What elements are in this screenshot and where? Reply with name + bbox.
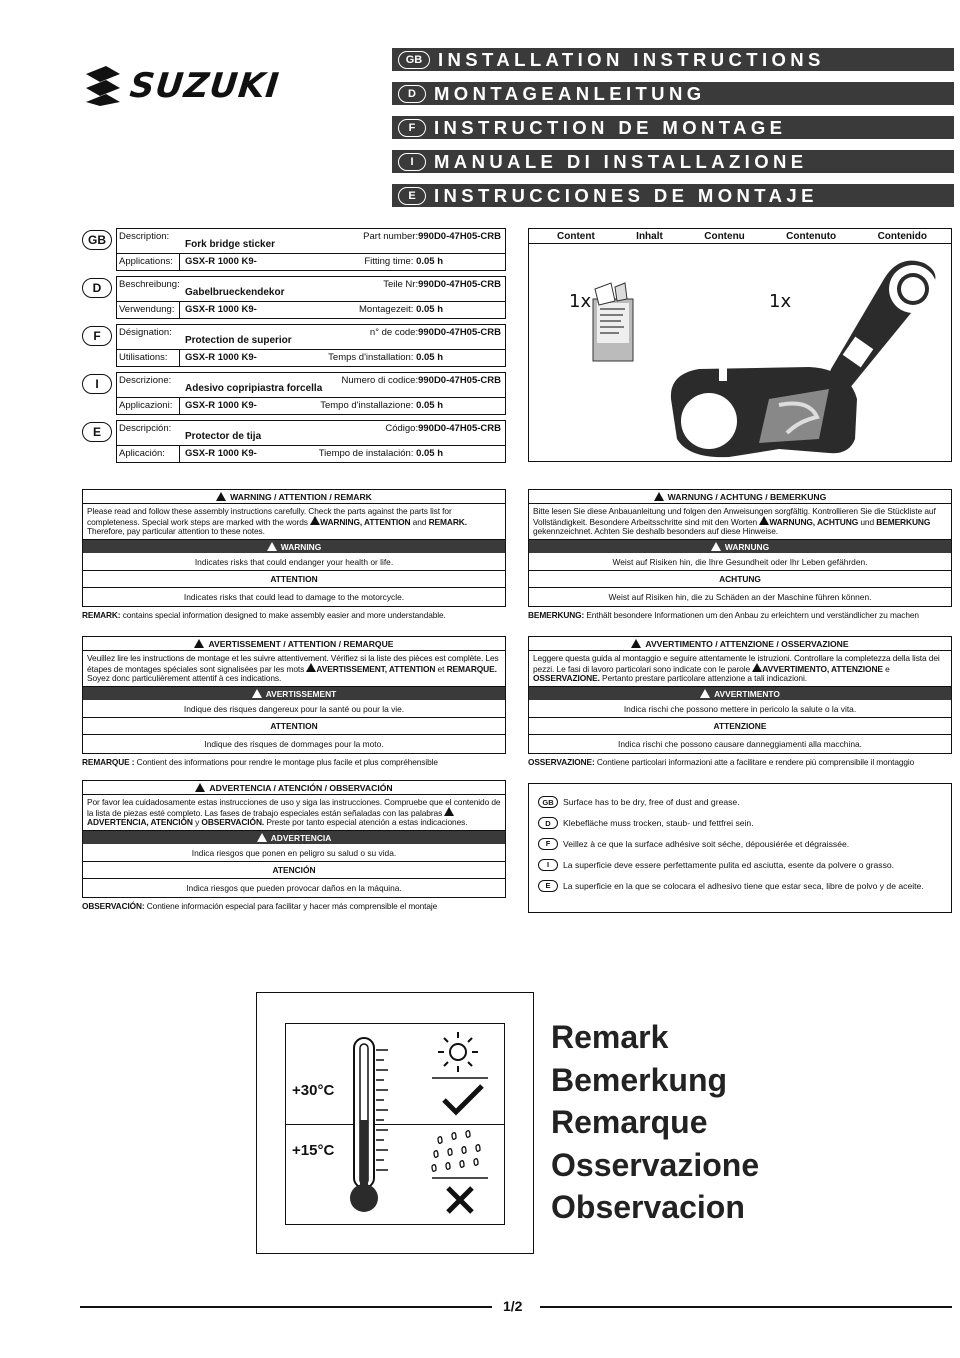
intro-part: Preste por tanto especial atención a estas indicaciones. (264, 817, 468, 827)
remark-label: BEMERKUNG: (528, 610, 585, 620)
warning-bar (83, 687, 505, 700)
warning-text: Indicates risks that could endanger your health or life. (83, 553, 505, 571)
remark-word-e: Observacion (551, 1189, 745, 1225)
intro-part: Please read and follow these assembly instructions carefully. Check the parts against the parts list for completeness. Special work steps are marked with the words (87, 506, 452, 527)
description-table (116, 276, 506, 319)
warning-triangle-icon (631, 639, 641, 648)
time-label: Montagezeit: (359, 304, 414, 315)
warning-block-d (528, 489, 952, 620)
warning-intro (83, 795, 505, 831)
intro-part: Leggere questa guida al montaggio e seguire attentamente le istruzioni. Controllare la completezza della lista dei pezzi. Le fasi di lavoro particolari sono indicate con le parole (533, 653, 940, 674)
intro-part: Therefore, pay particular attention to these notes. (87, 526, 265, 536)
attention-label: ATTENTION (83, 571, 505, 588)
intro-part: Soyez donc particulièrement attentif à ces indications. (87, 673, 282, 683)
warning-text: Weist auf Risiken hin, die Ihre Gesundheit oder Ihr Leben gefährden. (529, 553, 951, 571)
warning-bar (529, 687, 951, 700)
warning-header-text: AVERTISSEMENT / ATTENTION / REMARQUE (208, 638, 394, 649)
warning-header (529, 637, 951, 651)
part-value: 990D0-47H05-CRB (418, 375, 501, 386)
suzuki-logo (84, 66, 282, 106)
description-label: Désignation: (119, 327, 172, 338)
thermometer-icon (346, 1030, 396, 1222)
lang-badge-e: E (82, 422, 112, 442)
remark-words (551, 1016, 759, 1229)
lang-badge-e: E (398, 187, 426, 205)
remark-text: Enthält besondere Informationen um den Anbau zu erleichtern und verständlicher zu machen (584, 610, 919, 620)
application-label: Applicazioni: (119, 400, 173, 411)
warning-triangle-icon (194, 639, 204, 648)
description-d (82, 276, 506, 318)
time-value: 0.05 h (416, 256, 443, 267)
surface-line-i (538, 854, 951, 875)
footer-rule-left (80, 1306, 492, 1308)
description-value: Fork bridge sticker (185, 239, 276, 250)
attention-text: Indique des risques de dommages pour la moto. (204, 739, 384, 749)
title-text: INSTRUCCIONES DE MONTAJE (434, 184, 818, 206)
lang-badge-i: I (82, 374, 112, 394)
fork-bridge-sticker-icon (659, 249, 949, 459)
description-i (82, 372, 506, 414)
remark-text: Contiene particolari informazioni atte a facilitare e rendere più comprensibile il montaggio (594, 757, 915, 767)
sun-checkmark-icon (428, 1028, 498, 1120)
application-value: GSX-R 1000 K9- (185, 448, 257, 459)
time-value: 0.05 h (416, 400, 443, 411)
surface-text: Veillez à ce que la surface adhésive soit séche, dépousiérée et dégraissée. (563, 838, 850, 849)
warning-triangle-icon (195, 783, 205, 792)
intro-part: Pertanto prestare particolare attenzione a tali indicazioni. (599, 673, 807, 683)
warning-triangle-icon (654, 492, 664, 501)
warning-block-e (82, 780, 506, 911)
content-header-gb: Content (557, 230, 595, 242)
part-number (370, 327, 501, 338)
sticker-quantity: 1x (769, 291, 792, 312)
warning-block-f (82, 636, 506, 767)
remark-line (82, 610, 506, 620)
intro-part: gekennzeichnet. Achten Sie deshalb besonders auf diese Hinweise. (533, 526, 779, 536)
part-value: 990D0-47H05-CRB (418, 423, 501, 434)
warning-triangle-icon (252, 689, 262, 698)
lang-badge-f: F (398, 119, 426, 137)
description-table (116, 372, 506, 415)
part-value: 990D0-47H05-CRB (418, 279, 501, 290)
warning-bar (83, 831, 505, 844)
surface-text: Surface has to be dry, free of dust and grease. (563, 797, 740, 808)
title-text: INSTRUCTION DE MONTAGE (434, 116, 787, 138)
lang-badge-i: I (538, 859, 558, 871)
time-value: 0.05 h (416, 304, 443, 315)
part-label: Teile Nr: (383, 279, 419, 290)
warning-triangle-icon (306, 663, 316, 672)
remark-text: Contiene información especial para facilitar y hacer más comprensible el montaje (144, 901, 438, 911)
warning-triangle-icon (444, 807, 454, 816)
warning-intro (83, 504, 505, 540)
warning-text: Indica rischi che possono mettere in pericolo la salute o la vita. (529, 700, 951, 718)
remark-word-d: Bemerkung (551, 1061, 728, 1098)
intro-part: e (882, 664, 890, 674)
attention-label: ATTENTION (83, 718, 505, 735)
part-label: Part number: (363, 231, 419, 242)
description-e (82, 420, 506, 462)
application-value: GSX-R 1000 K9- (185, 352, 257, 363)
description-table (116, 324, 506, 367)
lang-badge-e: E (538, 880, 558, 892)
title-text: MONTAGEANLEITUNG (434, 82, 706, 104)
temperature-panel (285, 1023, 505, 1225)
attention-text: Indica riesgos que pueden provocar daños en la máquina. (186, 883, 402, 893)
lang-badge-gb: GB (538, 796, 558, 808)
intro-keyword: REMARK. (428, 517, 467, 527)
remark-label: REMARK: (82, 610, 121, 620)
warning-block-i (528, 636, 952, 767)
remark-word-gb: Remark (551, 1019, 669, 1055)
remark-text: contains special information designed to make assembly easier and more understandable. (120, 610, 446, 620)
title-bars (392, 48, 954, 218)
warning-block-gb (82, 489, 506, 620)
warning-header (83, 637, 505, 651)
attention-label: ACHTUNG (529, 571, 951, 588)
lang-badge-f: F (538, 838, 558, 850)
lang-badge-i: I (398, 153, 426, 171)
intro-keyword: WARNING, ATTENTION (320, 517, 411, 527)
surface-line-e (538, 875, 951, 896)
content-header (529, 229, 951, 244)
remark-label: REMARQUE : (82, 757, 135, 767)
remark-line (528, 610, 952, 620)
intro-part: und (858, 517, 877, 527)
warning-bar (529, 540, 951, 553)
application-label: Applications: (119, 256, 173, 267)
surface-text: Klebefläche muss trocken, staub- und fettfrei sein. (563, 818, 754, 829)
intro-keyword: AVERTISSEMENT, ATTENTION (316, 664, 436, 674)
fitting-time (328, 352, 443, 363)
brand-name: SUZUKI (127, 66, 282, 106)
description-table (116, 420, 506, 463)
warning-header (83, 490, 505, 504)
fitting-time (359, 304, 443, 315)
fitting-time (320, 400, 443, 411)
remark-word-i: Osservazione (551, 1146, 760, 1183)
warning-header (529, 490, 951, 504)
part-label: n° de code: (369, 327, 419, 338)
description-f (82, 324, 506, 366)
warning-triangle-icon (759, 516, 769, 525)
warning-intro (529, 504, 951, 540)
surface-line-gb (538, 792, 951, 813)
title-f (392, 116, 954, 139)
lang-badge-d: D (398, 85, 426, 103)
time-value: 0.05 h (416, 352, 443, 363)
part-number (385, 423, 501, 434)
description-value: Gabelbrueckendekor (185, 287, 285, 298)
attention-label: ATENCIÓN (83, 862, 505, 879)
description-value: Protector de tija (185, 431, 262, 442)
warning-triangle-icon (310, 516, 320, 525)
attention-text: Weist auf Risiken hin, die zu Schäden an der Maschine führen können. (608, 592, 872, 602)
description-label: Descrizione: (119, 375, 172, 386)
application-value: GSX-R 1000 K9- (185, 256, 257, 267)
lang-badge-f: F (82, 326, 112, 346)
rain-cross-icon (428, 1128, 498, 1220)
remark-line (82, 757, 506, 767)
description-label: Description: (119, 231, 170, 242)
surface-line-f (538, 834, 951, 855)
application-label: Aplicación: (119, 448, 165, 459)
warning-bar-label: AVVERTIMENTO (714, 688, 780, 699)
part-number (342, 375, 501, 386)
intro-part: and (410, 517, 429, 527)
content-header-i: Contenuto (786, 230, 837, 242)
time-label: Tiempo de instalación: (318, 448, 414, 459)
warning-triangle-icon (752, 663, 762, 672)
intro-part: Bitte lesen Sie diese Anbauanleitung und folgen den Anweisungen sorgfältig. Kontrollieren Sie die Stückliste auf Vollständigkeit. Besondere Arbeitsschritte sind mit den Worten (533, 506, 936, 527)
title-text: MANUALE DI INSTALLAZIONE (434, 150, 808, 172)
fitting-time (364, 256, 443, 267)
warning-triangle-icon (257, 833, 267, 842)
application-label: Utilisations: (119, 352, 168, 363)
content-header-f: Contenu (704, 230, 745, 242)
warning-triangle-icon (267, 542, 277, 551)
intro-keyword: OSSERVAZIONE. (533, 673, 600, 683)
temperature-low: +15°C (292, 1142, 335, 1159)
remark-label: OSSERVAZIONE: (528, 757, 595, 767)
temperature-illustration (256, 992, 534, 1254)
attention-text: Indicates risks that could lead to damage to the motorcycle. (183, 592, 405, 602)
part-label: Código: (385, 423, 419, 434)
intro-keyword: OBSERVACIÓN. (201, 817, 265, 827)
content-box (528, 228, 952, 462)
warning-intro (529, 651, 951, 687)
part-number (363, 231, 501, 242)
time-label: Fitting time: (364, 256, 414, 267)
surface-instructions (528, 783, 952, 913)
title-e (392, 184, 954, 207)
surface-text: La superficie en la que se colocara el adhesivo tiene que estar seca, libre de polvo y de aceite. (563, 880, 924, 891)
description-gb (82, 228, 506, 270)
description-value: Protection de superior (185, 335, 292, 346)
warning-text: Indique des risques dangereux pour la santé ou pour la vie. (83, 700, 505, 718)
intro-part: Veuillez lire les instructions de montage et les suivre attentivement. Vérifiez si la liste des pièces est complète. Les étapes de montages spéciales sont signalisées par les mots (87, 653, 499, 674)
warning-bar-label: ADVERTENCIA (270, 832, 332, 843)
warning-header-text: AVVERTIMENTO / ATTENZIONE / OSSERVAZIONE (645, 638, 849, 649)
intro-keyword: WARNUNG, ACHTUNG (769, 517, 859, 527)
warning-triangle-icon (216, 492, 226, 501)
lang-badge-d: D (82, 278, 112, 298)
title-i (392, 150, 954, 173)
part-value: 990D0-47H05-CRB (418, 327, 501, 338)
description-value: Adesivo copripiastra forcella (185, 383, 323, 394)
intro-part: et (435, 664, 447, 674)
surface-text: La superficie deve essere perfettamente pulita ed asciutta, esente da polvere o grasso. (563, 859, 895, 870)
remark-word-f: Remarque (551, 1104, 708, 1140)
warning-bar (83, 540, 505, 553)
remark-line (528, 757, 952, 767)
surface-line-d (538, 813, 951, 834)
warning-header-text: WARNUNG / ACHTUNG / BEMERKUNG (667, 491, 827, 502)
title-gb (392, 48, 954, 71)
fitting-time (319, 448, 443, 459)
intro-part: Por favor lea cuidadosamente estas instrucciones de uso y siga las instrucciones. Compruebe que el contenido de la lista de piezas esté completo. Las fases de trabajo especiales están señaladas con las palabras (87, 797, 501, 818)
description-label: Beschreibung: (119, 279, 180, 290)
lang-badge-d: D (538, 817, 558, 829)
warning-intro (83, 651, 505, 687)
warning-bar-label: AVERTISSEMENT (265, 688, 337, 699)
intro-keyword: ADVERTENCIA, ATENCIÓN (87, 817, 193, 827)
cleaning-packet-icon (591, 281, 635, 363)
time-label: Tempo d'installazione: (320, 400, 414, 411)
title-text: INSTALLATION INSTRUCTIONS (438, 48, 825, 70)
intro-keyword: AVVERTIMENTO, ATTENZIONE (762, 664, 883, 674)
warning-header-text: ADVERTENCIA / ATENCIÓN / OBSERVACIÓN (209, 782, 393, 793)
content-header-e: Contenido (877, 230, 927, 242)
suzuki-s-icon (84, 66, 122, 106)
part-label: Numero di codice: (341, 375, 419, 386)
part-value: 990D0-47H05-CRB (418, 231, 501, 242)
time-value: 0.05 h (416, 448, 443, 459)
warning-header-text: WARNING / ATTENTION / REMARK (230, 491, 372, 502)
application-label: Verwendung: (119, 304, 175, 315)
warning-text: Indica riesgos que ponen en peligro su salud o su vida. (83, 844, 505, 862)
warning-triangle-icon (711, 542, 721, 551)
packet-quantity: 1x (569, 291, 592, 312)
part-number (383, 279, 501, 290)
intro-keyword: REMARQUE. (446, 664, 497, 674)
remark-label: OBSERVACIÓN: (82, 901, 145, 911)
time-label: Temps d'installation: (328, 352, 414, 363)
intro-keyword: BEMERKUNG (876, 517, 931, 527)
lang-badge-gb: GB (82, 230, 112, 250)
warning-bar-label: WARNUNG (724, 541, 770, 552)
application-value: GSX-R 1000 K9- (185, 304, 257, 315)
warning-bar-label: WARNING (280, 541, 322, 552)
footer-rule-right (540, 1306, 952, 1308)
description-label: Descripción: (119, 423, 172, 434)
remark-text: Contient des informations pour rendre le montage plus facile et plus compréhensible (134, 757, 438, 767)
intro-part: y (192, 817, 202, 827)
warning-triangle-icon (700, 689, 710, 698)
title-d (392, 82, 954, 105)
description-table (116, 228, 506, 271)
application-value: GSX-R 1000 K9- (185, 400, 257, 411)
lang-badge-gb: GB (398, 51, 430, 69)
content-header-d: Inhalt (636, 230, 663, 242)
warning-header (83, 781, 505, 795)
temperature-high: +30°C (292, 1082, 335, 1099)
attention-text: Indica rischi che possono causare danneggiamenti alla macchina. (618, 739, 862, 749)
page-number: 1/2 (503, 1298, 523, 1314)
remark-line (82, 901, 506, 911)
attention-label: ATTENZIONE (529, 718, 951, 735)
